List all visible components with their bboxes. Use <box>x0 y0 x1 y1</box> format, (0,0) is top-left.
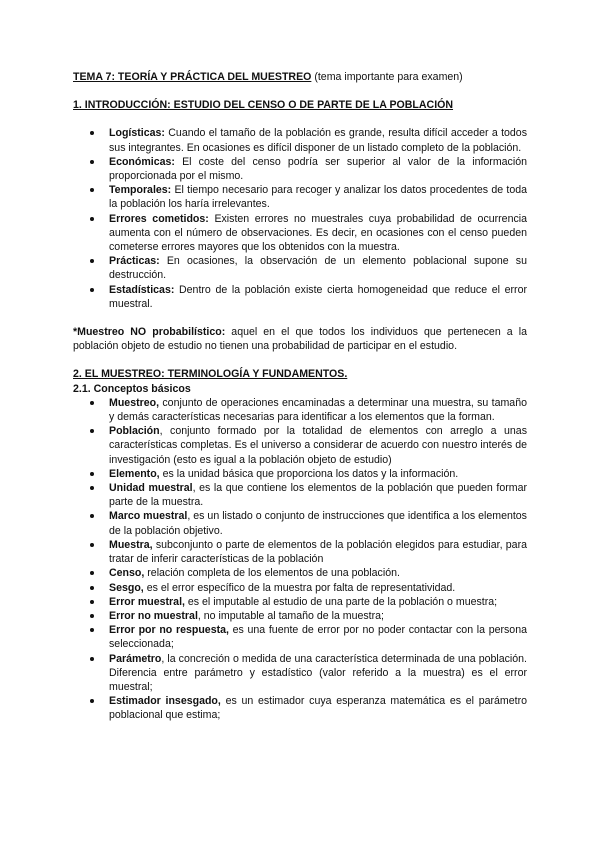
item-term: Parámetro <box>109 652 162 665</box>
list-item <box>73 581 527 595</box>
item-term: Sesgo, <box>109 581 144 594</box>
section-2-subheading: 2.1. Conceptos básicos <box>73 382 191 395</box>
document-title <box>73 70 527 84</box>
list-item <box>73 566 527 580</box>
bullet-icon <box>90 586 94 590</box>
list-item <box>73 396 527 424</box>
item-term: Estimador insesgado, <box>109 695 221 708</box>
bullet-icon <box>90 429 94 433</box>
list-item <box>73 609 527 623</box>
item-term: Muestra, <box>109 538 153 551</box>
item-term: Población <box>109 425 160 438</box>
list-item <box>73 652 527 695</box>
note-text: aquel en el que todos los individuos que pertenecen a la población objeto de estudio no tienen una probabilidad de participar en el estudio. <box>73 326 527 353</box>
bullet-icon <box>90 259 94 263</box>
list-item <box>73 481 527 509</box>
item-text: Existen errores no muestrales cuya probabilidad de ocurrencia aumenta con el número de observaciones. Es decir, en ocasiones con el censo pueden cometerse errores mayores que los obtenidos con la muestra. <box>109 212 528 254</box>
bullet-icon <box>90 160 94 164</box>
item-text: , no imputable al tamaño de la muestra; <box>197 609 384 622</box>
bullet-icon <box>90 600 94 604</box>
document-content <box>73 70 527 723</box>
item-text: es la unidad básica que proporciona los datos y la información. <box>159 467 459 480</box>
item-text: es una fuente de error por no poder contactar con la persona seleccionada; <box>109 624 527 651</box>
item-text: , es un listado o conjunto de instrucciones que identifica a los elementos de la población objetivo. <box>109 510 527 537</box>
item-text: , es la que contiene los elementos de la población que pueden formar parte de la muestra. <box>109 482 527 509</box>
list-item <box>73 467 527 481</box>
item-text: es un estimador cuya esperanza matemática es el parámetro poblacional que estima; <box>109 695 528 722</box>
list-item <box>73 254 527 282</box>
list-item <box>73 538 527 566</box>
bullet-icon <box>90 131 94 135</box>
item-term: Unidad muestral <box>109 482 193 495</box>
item-term: Censo, <box>109 567 145 580</box>
item-text: relación completa de los elementos de una población. <box>144 567 400 580</box>
bullet-icon <box>90 401 94 405</box>
list-item <box>73 694 527 722</box>
item-term: Error por no respuesta, <box>109 624 229 637</box>
list-item <box>73 623 527 651</box>
item-term: Muestreo, <box>109 396 160 409</box>
item-term: Error muestral, <box>109 595 185 608</box>
bullet-icon <box>90 288 94 292</box>
bullet-icon <box>90 699 94 703</box>
item-term: Temporales: <box>109 184 172 197</box>
bullet-icon <box>90 472 94 476</box>
item-text: es el imputable al estudio de una parte de la población o muestra; <box>184 595 498 608</box>
list-item <box>73 509 527 537</box>
item-text: El tiempo necesario para recoger y analizar los datos procedentes de toda la población los haría irrelevantes. <box>109 184 527 211</box>
bullet-icon <box>90 486 94 490</box>
item-term: Error no muestral <box>109 609 198 622</box>
item-text: , la concreción o medida de una característica determinada de una población. Diferencia entre parámetro y estadístico (valor referido a la muestra) es el error muestral; <box>109 652 527 693</box>
item-term: Estadísticas: <box>109 283 175 296</box>
title-heading: TEMA 7: TEORÍA Y PRÁCTICA DEL MUESTREO <box>73 71 312 83</box>
item-text: Cuando el tamaño de la población es grande, resulta difícil acceder a todos sus integrantes. En ocasiones es difícil disponer de un listado completo de la población. <box>109 127 527 154</box>
item-text: subconjunto o parte de elementos de la población elegidos para estudiar, para tratar de inferir características de la población <box>109 538 527 566</box>
item-term: Logísticas: <box>109 127 165 140</box>
sampling-note <box>73 325 527 353</box>
section-1-heading: 1. INTRODUCCIÓN: ESTUDIO DEL CENSO O DE PARTE DE LA POBLACIÓN <box>73 99 454 112</box>
item-term: Económicas: <box>109 155 175 168</box>
item-text: El coste del censo podría ser superior al valor de la información proporcionada por el mismo. <box>109 155 527 183</box>
list-item <box>73 183 527 211</box>
item-term: Marco muestral <box>109 510 188 523</box>
item-term: Prácticas: <box>109 255 160 268</box>
item-text: Dentro de la población existe cierta homogeneidad que reduce el error muestral. <box>109 283 527 310</box>
section-2-heading: 2. EL MUESTREO: TERMINOLOGÍA Y FUNDAMENTOS. <box>73 368 348 381</box>
bullet-icon <box>90 217 94 221</box>
list-item <box>73 283 527 311</box>
section-1-list <box>73 126 527 311</box>
bullet-icon <box>90 614 94 618</box>
bullet-icon <box>90 514 94 518</box>
bullet-icon <box>90 628 94 632</box>
list-item <box>73 212 527 255</box>
item-term: Elemento, <box>109 467 160 480</box>
list-item <box>73 126 527 154</box>
item-text: conjunto de operaciones encaminadas a determinar una muestra, su tamaño y demás características necesarias para identificar a los elementos que la forman. <box>109 396 527 424</box>
title-note: (tema importante para examen) <box>311 71 463 83</box>
bullet-icon <box>90 188 94 192</box>
bullet-icon <box>90 543 94 547</box>
item-text: , conjunto formado por la totalidad de elementos con arreglo a unas características completas. Es el universo a considerar de acuerdo con nuestro interés de investigación (esto es igual a la población objeto de estudio) <box>109 425 527 466</box>
item-text: En ocasiones, la observación de un elemento poblacional supone su destrucción. <box>109 255 527 282</box>
list-item <box>73 155 527 183</box>
list-item <box>73 424 527 467</box>
note-term: *Muestreo NO probabilístico: <box>73 326 226 339</box>
list-item <box>73 595 527 609</box>
bullet-icon <box>90 657 94 661</box>
item-term: Errores cometidos: <box>109 212 209 225</box>
item-text: es el error específico de la muestra por falta de representatividad. <box>143 581 456 594</box>
section-2-list <box>73 396 527 723</box>
bullet-icon <box>90 571 94 575</box>
